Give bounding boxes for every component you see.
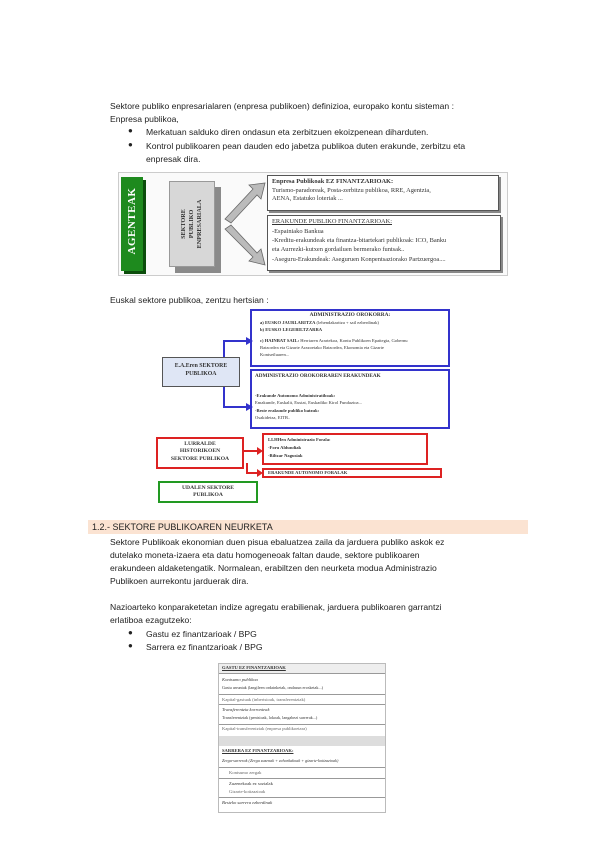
bullet-dot: ● (128, 628, 133, 637)
box-erakunde-finantzarioak (267, 215, 501, 271)
bullet-dot: ● (128, 641, 133, 650)
table-row: Transferentzia korronteak (222, 707, 270, 712)
table-title-1: GASTU EZ FINANTZARIOAK (222, 665, 286, 670)
udalen-label (160, 485, 256, 499)
llhhen-line: -Biltzar Nagusiak (268, 453, 303, 458)
box-llhhen-administrazio (262, 433, 428, 465)
agents-label: AGENTEAK (126, 187, 138, 255)
para1-line: Publikoen aurrekontu jarduerak dira. (110, 576, 249, 586)
admin-c-rest: Kontseiluaren... (260, 352, 290, 357)
diagram-sector-enpresarial (118, 172, 508, 276)
table-row: Kapital-gastuak (inbertsioak, transferentziak) (222, 697, 306, 702)
box2-line: eta Aurrezki-kutxen gordailuen bermerako funtsak.. (272, 246, 405, 253)
lurralde-label-line: HISTORIKOEN (179, 448, 221, 455)
erakundeak-line: -Erakunde Autonomo Administratiboak: (255, 393, 336, 398)
intro-line-2: Enpresa publikoa, (110, 114, 179, 124)
llhhen-title: LLHHen Administrazio Forala: (268, 437, 331, 442)
eaeren-label-line: PUBLIKOA (185, 370, 217, 377)
lurralde-label-line: SEKTORE PUBLIKOA (170, 455, 230, 462)
table-divider (219, 778, 385, 779)
diagram-euskal-sektore (150, 309, 450, 505)
udalen-label-line: UDALEN SEKTORE (182, 485, 234, 491)
admin-a: a) EUSKO JAURLARITZA (260, 320, 316, 325)
box-administrazio-orokorra (250, 309, 450, 367)
intro-bullet-2-cont: enpresak dira. (146, 154, 201, 164)
intro-bullet-1: Merkatuan salduko diren ondasun eta zerbitzuen ekoizpenean diharduten. (146, 127, 429, 137)
bullet-dot: ● (128, 126, 133, 135)
erakundeak-line: -Beste erakunde publiko batzuk: (255, 408, 320, 413)
erakundeak-title: ADMINISTRAZIO OROKORRAREN ERAKUNDEAK (255, 373, 381, 379)
table-divider (219, 704, 385, 705)
sector-block (169, 181, 215, 267)
box2-title: ERAKUNDE PUBLIKO FINANTZARIOAK: (272, 218, 392, 225)
lurralde-label-line: LURRALDE (184, 441, 216, 447)
box2-line: -Kreditu-erakundeak eta finantza-bitartekari publikoak: ICO, Banku (272, 237, 447, 244)
table-row: Zuzenekoak ez sozialak (229, 781, 273, 786)
table-divider (219, 767, 385, 768)
agents-bar (121, 177, 143, 271)
sector-block-label (180, 184, 204, 264)
box1-line: Turismo-paradoreak, Posta-zerbitzu publikoa, RRE, Agentzia, (272, 187, 431, 194)
erakundeak-line: Osakidetza, EITB.. (255, 415, 291, 420)
lurralde-label (158, 441, 242, 463)
sector-label-line: SEKTORE (180, 209, 187, 239)
sector-label-line: PUBLIKO (188, 209, 195, 239)
section-bullet-1: Gastu ez finantzarioak / BPG (146, 629, 257, 639)
table-row: Zerga-sarrerak (Zerga zuzenak + zeharkakoak + gizarte-kotizazioak) (222, 758, 339, 763)
table-title-2: SARRERA EZ FINANTZARIOAK: (222, 748, 294, 753)
erakundeak-line: Emakunde, Euskalit, Eustat, Euskadiko Kirol Fundazioa... (255, 400, 363, 405)
admin-a-rest: (lehendakaritza + sail ezberdinak) (316, 320, 379, 325)
intro-bullet-2: Kontrol publikoaren pean dauden edo jabetza publikoa duten erakunde, zerbitzu eta (146, 141, 466, 151)
diagram1-arrows (223, 179, 269, 269)
eaeren-label-line: E.A.Eren SEKTORE (174, 363, 228, 369)
box-lurralde-historikoen (156, 437, 244, 469)
box-erakunde-foralak (262, 468, 442, 478)
section-heading: 1.2.- SEKTORE PUBLIKOAREN NEURKETA (92, 522, 273, 532)
red-arrows (244, 441, 264, 479)
box-orokorraren-erakundeak (250, 369, 450, 429)
para1-line: Sektore Publikoak ekonomian duen pisua ebaluatzea zaila da jarduera publiko askok ez (110, 537, 445, 547)
table-gap (219, 736, 385, 746)
para1-line: erakundeen aldaketengatik. Normalean, erabiltzen den neurketa modua Administrazio (110, 563, 437, 573)
llhhen-line: -Foru Aldundiak (268, 445, 302, 450)
table-row: Kapital-transferentziak (enpresa publikoetara) (222, 726, 307, 731)
euskal-sektore-title: Euskal sektore publikoa, zentzu hertsian : (110, 295, 269, 305)
foralak-label: ERAKUNDE AUTONOMO FORALAK (268, 470, 348, 475)
table-row: Kontsumo publikoa (222, 677, 258, 682)
box1-line: AENA, Estatuko loteriak ... (272, 195, 343, 202)
table-row: Kontsumo zergak (229, 770, 262, 775)
section-bullet-2: Sarrera ez finantzarioak / BPG (146, 642, 263, 652)
box-udalen-sektore (158, 481, 258, 503)
table-divider (219, 694, 385, 695)
table-row: Transferentziak (pentsioak, lokoak, langabezi sarrerak...) (222, 715, 318, 720)
table-row: Gizarte-kotizazioak (229, 789, 266, 794)
para1-line: dutelako moneta-izaera eta datu homogeneoak faltan daude, sektore publikoaren (110, 550, 420, 560)
udalen-label-line: PUBLIKOA (193, 492, 223, 499)
admin-title: ADMINISTRAZIO OROKORRA: (309, 312, 391, 318)
blue-arrows (220, 331, 256, 417)
table-row: Gastu arruntak (langileen ordainketak, ondasun erosketak...) (222, 685, 324, 690)
box2-line: -Aseguru-Erakundeak: Aseguruen Konpentsaziorako Partzuergoa.... (272, 256, 446, 263)
admin-c: c) HAINBAT SAIL: (260, 338, 300, 343)
intro-line-1: Sektore publiko enpresarialaren (enpresa publikoen) definizioa, europako kontu sisteman : (110, 101, 454, 111)
para2-line: erlatiboa ezagutzeko: (110, 615, 192, 625)
sector-label-line: ENPRESARIALA (196, 199, 203, 249)
table-divider (219, 724, 385, 725)
box1-title: Enpresa Publikoak EZ FINANTZARIOAK: (272, 178, 394, 185)
para2-line: Nazioarteko konparaketetan indize agregatu erabilienak, jarduera publikoaren garrantzi (110, 602, 442, 612)
admin-a-line (260, 320, 379, 326)
admin-c-rest: Batzordea eta Gizarte Arazoetako Batzordea, Ekonomia eta Gizarte (260, 345, 384, 350)
admin-c-rest: Herriaren Arartekoa, Kontu Publikoen Epaitegia, Gobernu (300, 338, 408, 343)
table-row: Besteko sarrera ezberdinak (222, 800, 273, 805)
table-gastu-sarrera (218, 663, 386, 813)
admin-c-line (260, 338, 408, 344)
box2-line: -Espainiako Bankua (272, 228, 324, 235)
bullet-dot: ● (128, 140, 133, 149)
table-divider (219, 797, 385, 798)
admin-b: b) EUSKO LEGEBILTZARRA (260, 327, 323, 332)
box-enpresa-publikoak (267, 175, 499, 211)
